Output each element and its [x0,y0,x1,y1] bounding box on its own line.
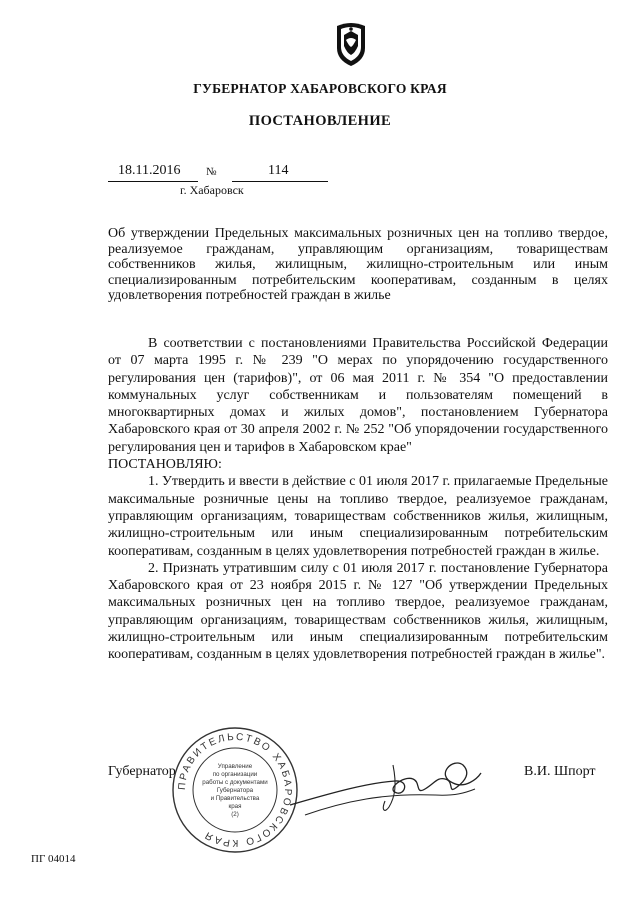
handwritten-signature [285,735,485,830]
stamp-inner-line: (2) [231,811,239,818]
item-1-paragraph: 1. Утвердить и ввести в действие с 01 июля 2017 г. прилагаемые Предельные максимальные розничные цены на топливо твердое, реализуемое гражданам, управляющим организациям, товариществам собственников жилья, жилищным, жилищно-строительным или иным специализированным потребительским кооперативам, созданным в целях удовлетворения потребностей граждан в жилье. [108,474,609,559]
preamble-paragraph: В соответствии с постановлениями Правительства Российской Федерации от 07 марта 1995 г. № 239 "О мерах по упорядочению государственного регулирования цен (тарифов)", от 06 мая 2011 г. № 354 "О предоставлении коммунальных услуг собственникам и пользователям помещений в многоквартирных домах и жилых домов", постановлением Губернатора Хабаровского края от 30 апреля 2002 г. № 252 "Об упорядочении государственного регулирования цен и тарифов в Хабаровском крае" [108,336,608,455]
stamp-inner-line: Губернатора [216,787,254,794]
decree-word: ПОСТАНОВЛЯЮ: [108,457,222,473]
document-city: г. Хабаровск [180,183,244,197]
stamp-inner-line: работы с документами [202,779,268,786]
stamp-ring-text: ПРАВИТЕЛЬСТВО ХАБАРОВСКОГО КРАЯ [176,731,294,849]
document-subject: Об утверждении Предельных максимальных розничных цен на топливо твердое, реализуемое гражданам, управляющим организациям, товариществам собственников жилья, жилищным, жилищно-строительным или иным специализированным потребительским кооперативам, созданным в целях удовлетворения потребностей граждан в жилье [108,226,608,303]
number-sign: № [206,166,217,178]
number-underline [232,181,328,182]
signatory-name: В.И. Шпорт [524,764,596,779]
organization-title: ГУБЕРНАТОР ХАБАРОВСКОГО КРАЯ [193,81,447,96]
signatory-position: Губернатор [108,764,176,779]
document-type: ПОСТАНОВЛЕНИЕ [248,113,392,129]
document-body [108,335,608,664]
official-stamp [170,725,300,855]
coat-of-arms-icon [331,20,371,68]
item-2-paragraph: 2. Признать утратившим силу с 01 июля 2017 г. постановление Губернатора Хабаровского края от 23 ноября 2015 г. № 127 "Об утверждении Предельных максимальных розничных цен на топливо твердое, реализуемое гражданам, управляющим организациям, товариществам собственников жилья, жилищным, жилищно-строительным или иным специализированным потребительским кооперативам, созданным в целях удовлетворения потребностей граждан в жилье". [108,560,608,663]
form-code: ПГ 04014 [31,853,76,865]
stamp-inner-line: Управление [217,763,253,770]
date-underline [108,181,198,182]
stamp-inner-line: по организации [212,771,258,778]
stamp-inner-line: и Правительства [210,795,260,802]
document-date: 18.11.2016 [118,163,181,178]
stamp-inner-line: края [228,803,242,810]
document-number: 114 [268,163,289,178]
